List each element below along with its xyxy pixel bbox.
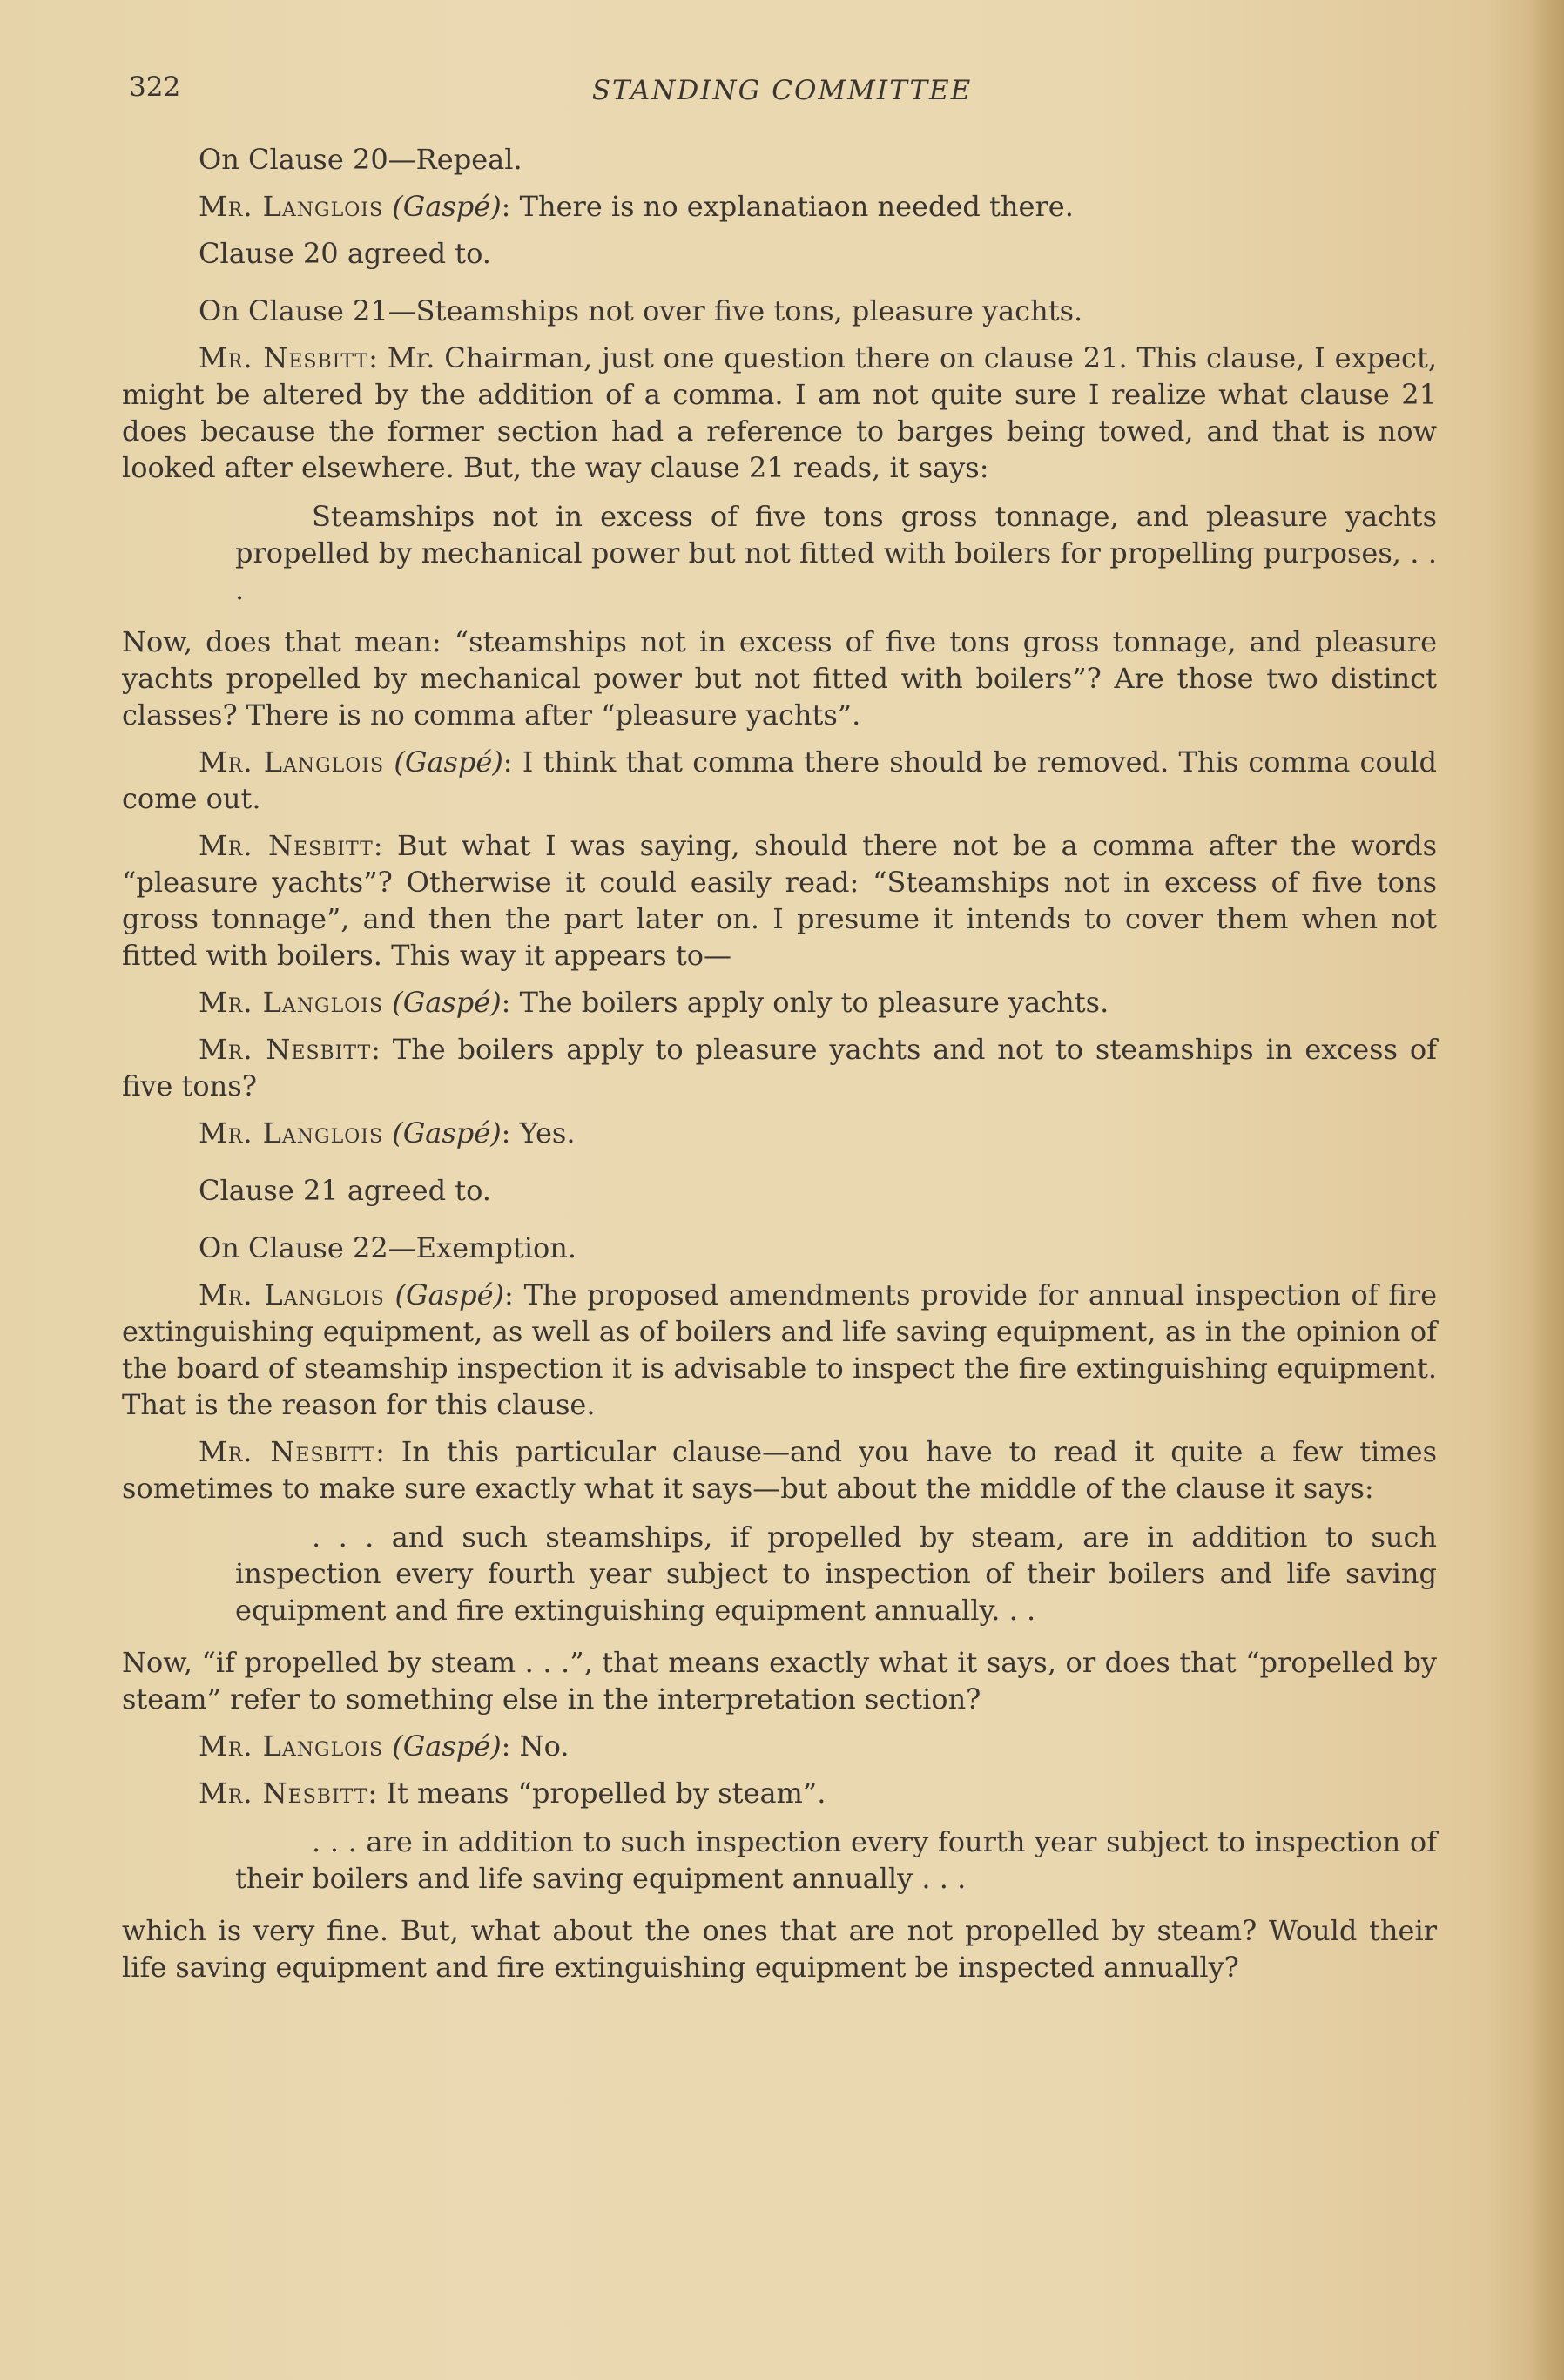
page-gutter-shadow [1529, 0, 1564, 2380]
speaker-name: Mr. Nesbitt [199, 341, 369, 374]
flush-paragraph: which is very fine. But, what about the ones that are not propelled by steam? Would their life saving equipment and fire extinguishing equipment be inspected annually? [122, 1914, 1437, 1984]
flush-paragraph: Now, does that mean: “steamships not in excess of five tons gross tonnage, and pleasure yachts propelled by mechanical power but not fitted with boilers”? Are those two distinct classes? There is no comma after “pleasure yachts”. [122, 625, 1437, 732]
page-number: 322 [129, 71, 181, 103]
quoted-text: . . . and such steamships, if propelled by steam, are in addition to such inspection every fourth year subject to inspection of their boilers and life saving equipment and fire extinguishing equipment annually. . . [235, 1520, 1437, 1627]
speech-paragraph: Mr. Langlois (Gaspé): The proposed amendments provide for annual inspection of fire extinguishing equipment, as well as of boilers and life saving equipment, as in the opinion of the board of steamship inspection it is advisable to inspect the fire extinguishing equipment. That is the reason for this clause. [122, 1278, 1438, 1421]
flush-paragraph: Now, “if propelled by steam . . .”, that means exactly what it says, or does that “propelled by steam” refer to something else in the interpretation section? [122, 1646, 1437, 1716]
clause-heading: On Clause 22—Exemption. [199, 1231, 576, 1264]
page-header [129, 71, 1435, 115]
clause-heading: On Clause 21—Steamships not over five tons, pleasure yachts. [199, 294, 1083, 327]
clause-outcome: Clause 21 agreed to. [199, 1174, 491, 1207]
speech-paragraph: Mr. Nesbitt: Mr. Chairman, just one question there on clause 21. This clause, I expect, might be altered by the addition of a comma. I am not quite sure I realize what clause 21 does because the former section had a reference to barges being towed, and that is now looked after elsewhere. But, the way clause 21 reads, it says: [122, 341, 1438, 484]
transcript-body [122, 141, 1437, 1996]
speech-paragraph: Mr. Langlois (Gaspé): The boilers apply only to pleasure yachts. [199, 986, 1109, 1019]
running-head: STANDING COMMITTEE [591, 75, 973, 106]
speech-paragraph: Mr. Nesbitt: In this particular clause—and you have to read it quite a few times sometimes to make sure exactly what it says—but about the middle of the clause it says: [122, 1435, 1437, 1505]
speaker-name: Mr. Nesbitt [199, 1435, 376, 1468]
speaker-name: Mr. Nesbitt [199, 829, 374, 862]
speech-paragraph: Mr. Nesbitt: But what I was saying, should there not be a comma after the words “pleasure yachts”? Otherwise it could easily read: “Steamships not in excess of five tons gross tonnage”, and then the part later on. I presume it intends to cover them when not fitted with boilers. This way it appears to— [122, 829, 1438, 972]
speaker-name: Mr. Nesbitt [199, 1033, 372, 1066]
speaker-riding: (Gaspé) [394, 1278, 504, 1311]
speech-paragraph: Mr. Langlois (Gaspé): I think that comma there should be removed. This comma could come out. [122, 745, 1438, 815]
speaker-riding: (Gaspé) [392, 986, 502, 1019]
speaker-name: Mr. Langlois [199, 190, 384, 223]
speaker-name: Mr. Langlois [199, 1278, 385, 1311]
speaker-riding: (Gaspé) [392, 190, 502, 223]
speaker-name: Mr. Langlois [199, 745, 385, 779]
quoted-text: Steamships not in excess of five tons gross tonnage, and pleasure yachts propelled by mechanical power but not fitted with boilers for propelling purposes, . . . [235, 500, 1437, 606]
speaker-name: Mr. Langlois [199, 1116, 384, 1150]
speaker-riding: (Gaspé) [392, 1116, 502, 1150]
speaker-name: Mr. Langlois [199, 986, 384, 1019]
clause-outcome: Clause 20 agreed to. [199, 237, 491, 270]
speech-paragraph: Mr. Langlois (Gaspé): Yes. [199, 1116, 576, 1150]
speaker-name: Mr. Nesbitt [199, 1777, 368, 1810]
clause-heading: On Clause 20—Repeal. [199, 143, 522, 176]
speech-paragraph: Mr. Langlois (Gaspé): There is no explanatiaon needed there. [199, 190, 1074, 223]
speech-paragraph: Mr. Nesbitt: It means “propelled by steam”. [199, 1777, 826, 1810]
speaker-riding: (Gaspé) [394, 745, 503, 779]
speech-paragraph: Mr. Langlois (Gaspé): No. [199, 1729, 570, 1763]
speech-paragraph: Mr. Nesbitt: The boilers apply to pleasure yachts and not to steamships in excess of five tons? [122, 1033, 1437, 1102]
speaker-name: Mr. Langlois [199, 1729, 384, 1763]
speaker-riding: (Gaspé) [392, 1729, 502, 1763]
quoted-text: . . . are in addition to such inspection every fourth year subject to inspection of their boilers and life saving equipment annually . . . [235, 1825, 1437, 1895]
